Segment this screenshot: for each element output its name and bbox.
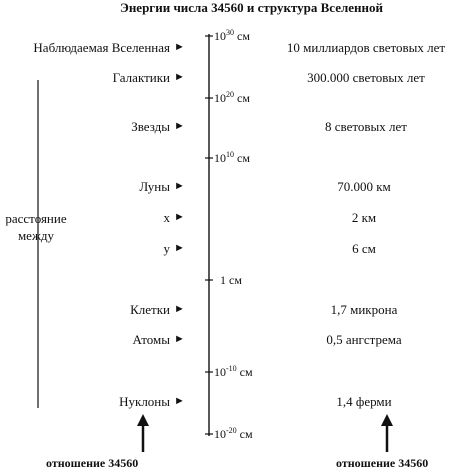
row-label-x: x — [163, 210, 170, 225]
pointer-arrow-icon: ► — [174, 211, 185, 223]
row-value-atoms: 0,5 ангстрема — [326, 332, 402, 347]
side-label-line1: расстояние — [5, 211, 67, 226]
pointer-arrow-icon: ► — [174, 41, 185, 53]
row-label-y: y — [163, 241, 170, 256]
row-value-cells: 1,7 микрона — [330, 302, 398, 317]
row-value-universe: 10 миллиардов световых лет — [286, 40, 446, 55]
side-label — [0, 210, 72, 244]
scale-label-5: $10^{-10}$ см — [214, 364, 253, 379]
row-label-galaxies: Галактики — [112, 70, 170, 85]
footer-label-left: отношение 34560 — [46, 456, 139, 470]
footer-label-right: отношение 34560 — [336, 456, 429, 470]
pointer-arrow-icon: ► — [174, 180, 185, 192]
row-label-moons: Луны — [139, 179, 170, 194]
pointer-arrow-icon: ► — [174, 120, 185, 132]
pointer-arrow-icon: ► — [174, 242, 185, 254]
row-value-y: 6 см — [352, 241, 376, 256]
left-up-arrow-head — [137, 414, 149, 426]
row-value-x: 2 км — [351, 210, 377, 225]
scale-label-1: $10^{30}$ см — [214, 28, 250, 43]
row-value-nucleons: 1,4 ферми — [336, 394, 392, 409]
scale-label-3: $10^{10}$ см — [214, 150, 250, 165]
pointer-arrow-icon: ► — [174, 333, 185, 345]
pointer-arrow-icon: ► — [174, 71, 185, 83]
row-value-moons: 70.000 км — [337, 179, 391, 194]
side-label-line2: между — [17, 228, 55, 243]
pointer-arrow-icon: ► — [174, 303, 185, 315]
row-label-nucleons: Нуклоны — [119, 394, 170, 409]
row-value-stars: 8 световых лет — [325, 119, 407, 134]
scale-label-6: $10^{-20}$ см — [214, 426, 253, 441]
row-value-galaxies: 300.000 световых лет — [307, 70, 425, 85]
row-label-stars: Звезды — [131, 119, 170, 134]
right-up-arrow-head — [381, 414, 393, 426]
page-title: Энергии числа 34560 и структура Вселенной — [120, 0, 384, 15]
row-label-cells: Клетки — [130, 302, 170, 317]
scale-label-2: $10^{20}$ см — [214, 90, 250, 105]
pointer-arrow-icon: ► — [174, 395, 185, 407]
scale-label-4: 1 см — [220, 273, 242, 287]
row-label-atoms: Атомы — [132, 332, 170, 347]
row-label-universe: Наблюдаемая Вселенная — [33, 40, 170, 55]
